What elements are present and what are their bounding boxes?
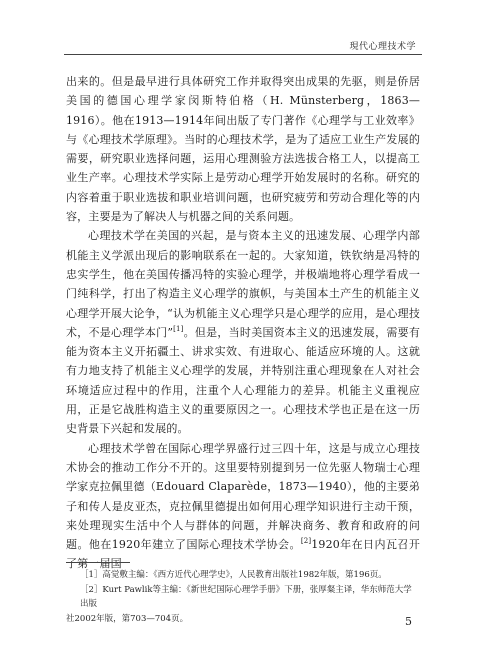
body-text bbox=[66, 72, 420, 574]
footnote-2: ［2］Kurt Pawlik等主编：《新世纪国际心理学手册》下册，张厚粲主译，华东师范大学出版 bbox=[80, 584, 412, 609]
paragraph-2-part-a: 心理技术学在美国的兴起，是与资本主义的迅速发展、心理学内部机能主义学派出现后的影响联系在一起的。大家知道，铁钦纳是冯特的忠实学生，他在美国传播冯特的实验心理学，并极端地将心理学看成一门纯科学，打出了构造主义心理学的旗帜，与美国本土产生的机能主义心理学开展大论争，“认为机能主义心理学只是心理学的应用，是心理技术，不是心理学本门” bbox=[66, 229, 420, 339]
footnote-2-continued: 社2002年版，第703—704页。 bbox=[66, 613, 189, 624]
page-number: 5 bbox=[405, 615, 412, 628]
paragraph-1: 出来的。但是最早进行具体研究工作并取得突出成果的先驱，则是侨居美国的德国心理学家闵斯特伯格（H. Münsterberg，1863—1916）。他在1913—1914年间出版了专门著作《心理学与工业效率》与《心理技术学原理》。当时的心理技术学，是为了适应工业生产发展的需要，研究职业选择问题，运用心理测验方法选拔合格工人，以提高工业生产率。心理技术学实际上是劳动心理学开始发展时的名称。研究的内容着重于职业选拔和职业培训问题，也研究疲劳和劳动合理化等的内容，主要是为了解决人与机器之间的关系问题。 bbox=[66, 75, 420, 224]
paragraph-2-part-b: 。但是，当时美国资本主义的迅速发展，需要有能为资本主义开拓疆土、讲求实效、有进取心、能适应环境的人。这就有力地支持了机能主义心理学的发展，并特别注重心理现象在人对社会环境适应过程中的作用，注重个人心理能力的差异。机能主义重视应用，正是它战胜构造主义的重要原因之一。心理技术学也正是在这一历史背景下兴起和发展的。 bbox=[66, 325, 421, 436]
running-header: 現代心理技术学 bbox=[349, 42, 416, 52]
footnote-ref-1[interactable]: [1] bbox=[173, 324, 184, 333]
paragraph-3-part-a: 心理技术学曾在国际心理学界盛行过三四十年，这是与成立心理技术协会的推动工作分不开的。这里要特别提到另一位先驱人物瑞士心理学家克拉佩里德（Edouard Claparède，1873—1940），他的主要弟子和传人是皮亚杰，克拉佩里德提出如何用心理学知识进行主动干预，来处理现实生活中个人与群体的问题，并解决商务、教育和政府的问题。他在1920年建立了国际心理技术学协会。 bbox=[66, 441, 420, 552]
paragraph-3 bbox=[66, 439, 420, 574]
footnote-ref-2[interactable]: [2] bbox=[300, 537, 312, 546]
header-rule bbox=[64, 54, 422, 55]
footnotes bbox=[66, 568, 420, 626]
footnote-rule bbox=[66, 562, 130, 563]
footnote-1: ［1］高觉敷主编：《西方近代心理学史》，人民教育出版社1982年版，第196页。 bbox=[80, 570, 387, 580]
paragraph-2 bbox=[66, 226, 420, 438]
paragraph-3-part-b: 1920年在日内瓦召开了第一届国 bbox=[66, 538, 420, 571]
